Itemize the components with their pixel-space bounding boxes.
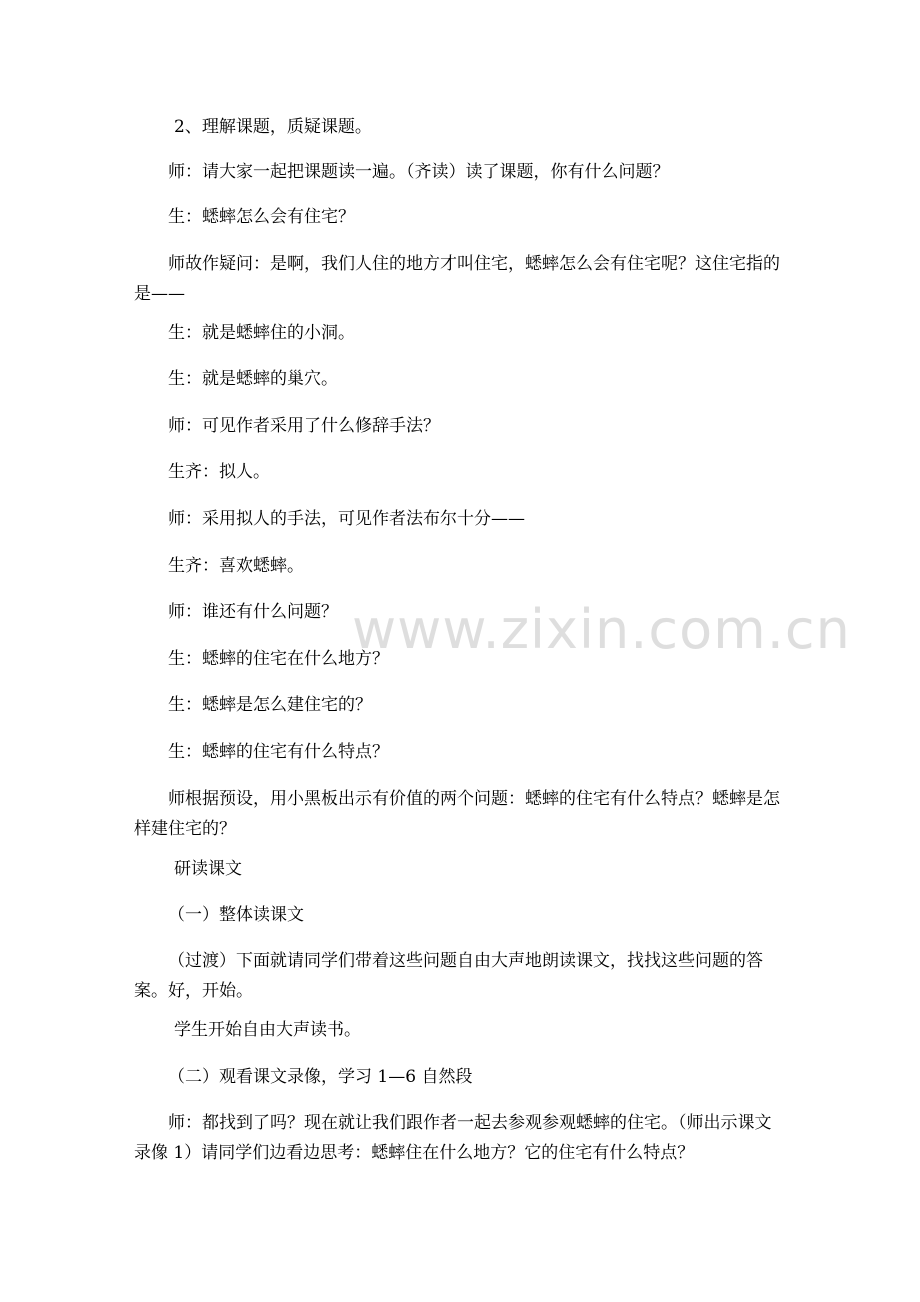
- paragraph: 生：蟋蟀的住宅在什么地方？: [168, 649, 389, 669]
- subsection-heading: （二）观看课文录像，学习 1—6 自然段: [168, 1067, 473, 1087]
- paragraph: 生：蟋蟀的住宅有什么特点？: [168, 742, 389, 762]
- paragraph: （过渡）下面就请同学们带着这些问题自由大声地朗读课文，找找这些问题的答案。好，开始。: [134, 951, 763, 1001]
- paragraph-heading-understand-title: 2、理解课题，质疑课题。: [174, 117, 372, 137]
- paragraph: 生：蟋蟀怎么会有住宅？: [168, 207, 355, 227]
- subsection-heading: （一）整体读课文: [168, 905, 304, 925]
- paragraph: 师：谁还有什么问题？: [168, 602, 338, 622]
- paragraph: 师：可见作者采用了什么修辞手法？: [168, 416, 440, 436]
- section-heading-study-text: 研读课文: [174, 859, 242, 879]
- paragraph: 生：就是蟋蟀的巢穴。: [168, 369, 338, 389]
- paragraph: 生：蟋蟀是怎么建住宅的？: [168, 695, 372, 715]
- paragraph: 师故作疑问：是啊，我们人住的地方才叫住宅，蟋蟀怎么会有住宅呢？这住宅指的是——: [134, 254, 780, 304]
- paragraph: 师根据预设，用小黑板出示有价值的两个问题：蟋蟀的住宅有什么特点？蟋蟀是怎样建住宅的？: [134, 789, 780, 839]
- paragraph: 学生开始自由大声读书。: [174, 1020, 361, 1040]
- paragraph: 师：都找到了吗？现在就让我们跟作者一起去参观参观蟋蟀的住宅。（师出示课文录像 1）请同学们边看边思考：蟋蟀住在什么地方？它的住宅有什么特点？: [134, 1113, 772, 1163]
- watermark: www.zixin.com.cn: [352, 598, 851, 661]
- paragraph: 师：请大家一起把课题读一遍。（齐读）读了课题，你有什么问题？: [168, 162, 670, 182]
- paragraph: 生齐：喜欢蟋蟀。: [168, 556, 304, 576]
- paragraph: 生：就是蟋蟀住的小洞。: [168, 323, 355, 343]
- paragraph: 师：采用拟人的手法，可见作者法布尔十分——: [168, 509, 525, 529]
- paragraph: 生齐：拟人。: [168, 462, 270, 482]
